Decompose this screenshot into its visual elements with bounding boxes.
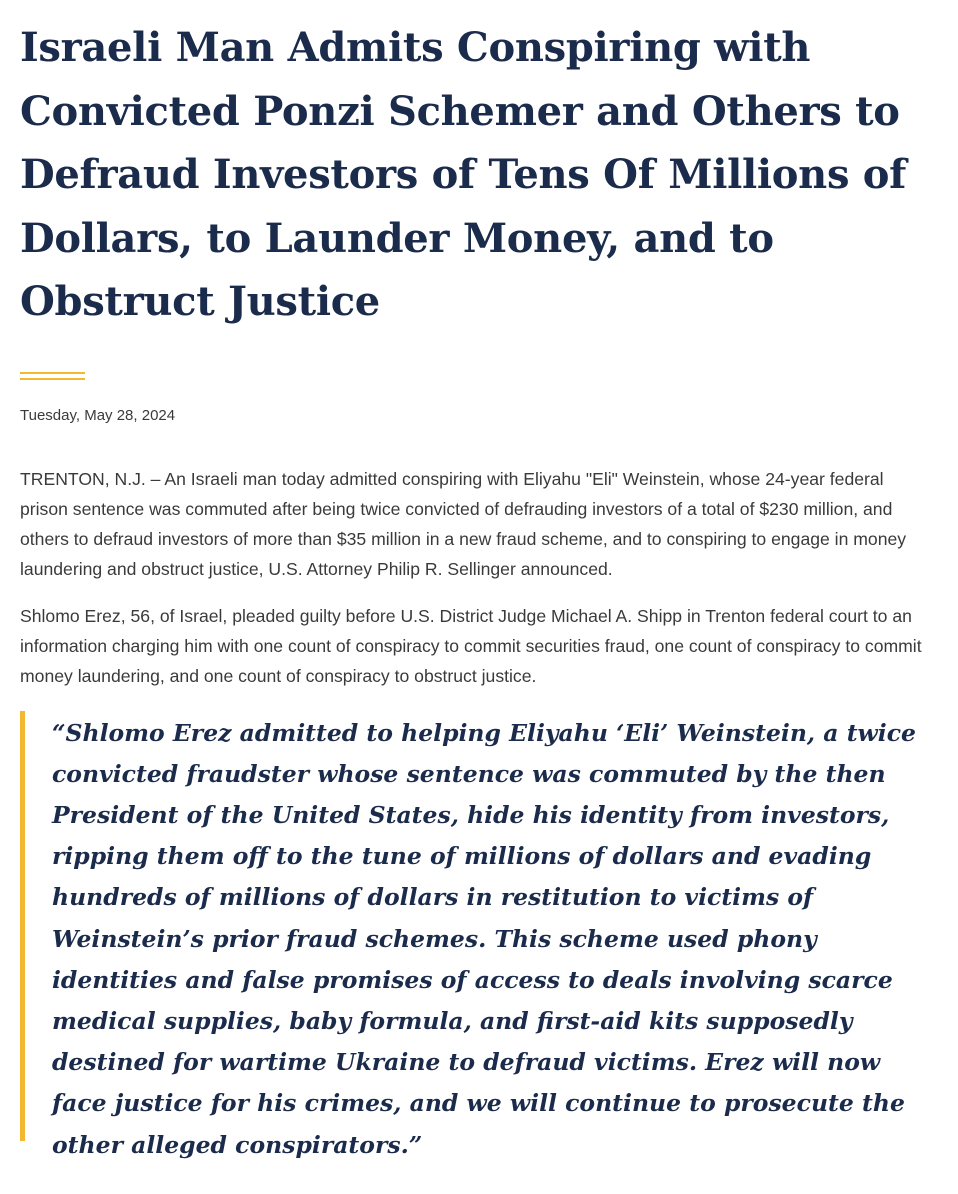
quote-text: “Shlomo Erez admitted to helping Eliyahu ‘Eli’ Weinstein, a twice convicted fraudster whose sentence was commuted by the then President of the United States, hide his identity from investors, ripping them off to the tune of millions of dollars and evading hundreds of millions of dollars in restitution to victims of Weinstein’s prior fraud schemes. This scheme used phony identities and false promises of access to deals involving scarce medical supplies, baby formula, and first-aid kits supposedly destined for wartime Ukraine to defraud victims. Erez will now face justice for his crimes, and we will continue to prosecute the other alleged conspirators.” [52, 718, 916, 1159]
divider-line-top [20, 372, 85, 374]
pull-quote [20, 711, 930, 1166]
divider-line-bottom [20, 378, 85, 380]
press-release [20, 0, 938, 1166]
title-divider [20, 372, 85, 380]
page-title: Israeli Man Admits Conspiring with Convicted Ponzi Schemer and Others to Defraud Investors of Tens Of Millions of Dollars, to Launder Money, and to Obstruct Justice [20, 24, 907, 325]
quote-accent-bar [20, 711, 25, 1141]
body-paragraph: TRENTON, N.J. – An Israeli man today admitted conspiring with Eliyahu "Eli" Weinstein, whose 24-year federal prison sentence was commuted after being twice convicted of defrauding investors of a total of $230 million, and others to defraud investors of more than $35 million in a new fraud scheme, and to conspiring to engage in money laundering and obstruct justice, U.S. Attorney Philip R. Sellinger announced. [20, 468, 907, 579]
publish-date: Tuesday, May 28, 2024 [20, 406, 176, 424]
body-paragraph: Shlomo Erez, 56, of Israel, pleaded guilty before U.S. District Judge Michael A. Shipp in Trenton federal court to an information charging him with one count of conspiracy to commit securities fraud, one count of conspiracy to commit money laundering, and one count of conspiracy to obstruct justice. [20, 605, 922, 686]
